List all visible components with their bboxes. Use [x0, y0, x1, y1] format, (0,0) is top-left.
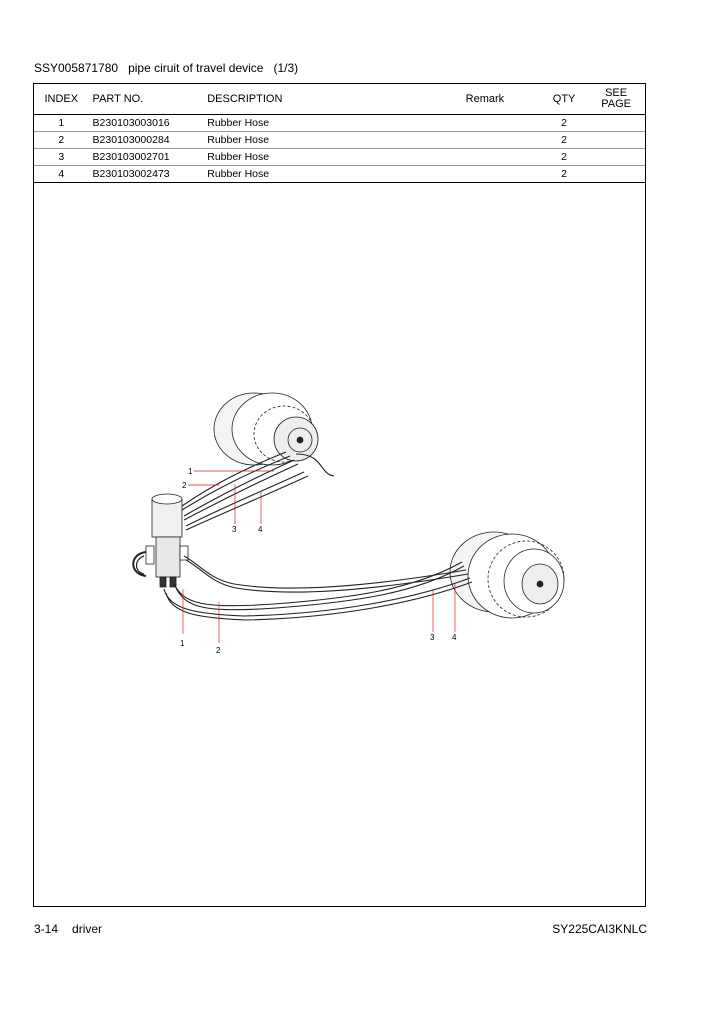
callout-lower-4: 4 — [452, 633, 457, 642]
catalog-code: SSY005871780 — [34, 61, 119, 75]
cell-description: Rubber Hose — [203, 115, 461, 132]
section-name: driver — [72, 922, 103, 936]
lower-travel-motor — [450, 532, 564, 618]
cell-index: 1 — [34, 115, 89, 132]
col-qty: QTY — [541, 84, 587, 115]
callout-lower-2: 2 — [216, 646, 221, 655]
col-part-no: PART NO. — [89, 84, 204, 115]
cell-index: 3 — [34, 149, 89, 166]
callout-lower-1: 1 — [180, 639, 185, 648]
cell-description: Rubber Hose — [203, 132, 461, 149]
upper-hoses — [182, 452, 334, 530]
callout-upper-4: 4 — [258, 525, 263, 534]
callout-upper-2: 2 — [182, 481, 187, 490]
callout-upper-3: 3 — [232, 525, 237, 534]
col-remark: Remark — [462, 84, 541, 115]
page-number: 3-14 — [34, 922, 59, 936]
center-swivel-joint — [133, 494, 188, 587]
col-page-label: PAGE — [601, 98, 631, 110]
page-footer-left — [34, 922, 116, 936]
cell-description: Rubber Hose — [203, 166, 461, 183]
cell-qty: 2 — [541, 132, 587, 149]
page-header — [34, 61, 308, 75]
cell-part-no: B230103000284 — [89, 132, 204, 149]
cell-part-no: B230103003016 — [89, 115, 204, 132]
cell-qty: 2 — [541, 149, 587, 166]
cell-qty: 2 — [541, 166, 587, 183]
leader-lines — [183, 471, 455, 643]
model-code: SY225CAI3KNLC — [552, 922, 647, 936]
parts-frame — [33, 83, 646, 907]
page-title: pipe ciruit of travel device — [128, 61, 264, 75]
cell-qty: 2 — [541, 115, 587, 132]
callout-upper-1: 1 — [188, 467, 193, 476]
col-index: INDEX — [34, 84, 89, 115]
cell-index: 2 — [34, 132, 89, 149]
col-see-label: SEE — [605, 87, 628, 99]
cell-index: 4 — [34, 166, 89, 183]
hose-assembly-drawing — [34, 84, 645, 906]
cell-part-no: B230103002473 — [89, 166, 204, 183]
lower-hoses — [164, 556, 472, 620]
callout-lower-3: 3 — [430, 633, 435, 642]
cell-part-no: B230103002701 — [89, 149, 204, 166]
page-fraction: (1/3) — [273, 61, 299, 75]
cell-description: Rubber Hose — [203, 149, 461, 166]
col-description: DESCRIPTION — [203, 84, 461, 115]
